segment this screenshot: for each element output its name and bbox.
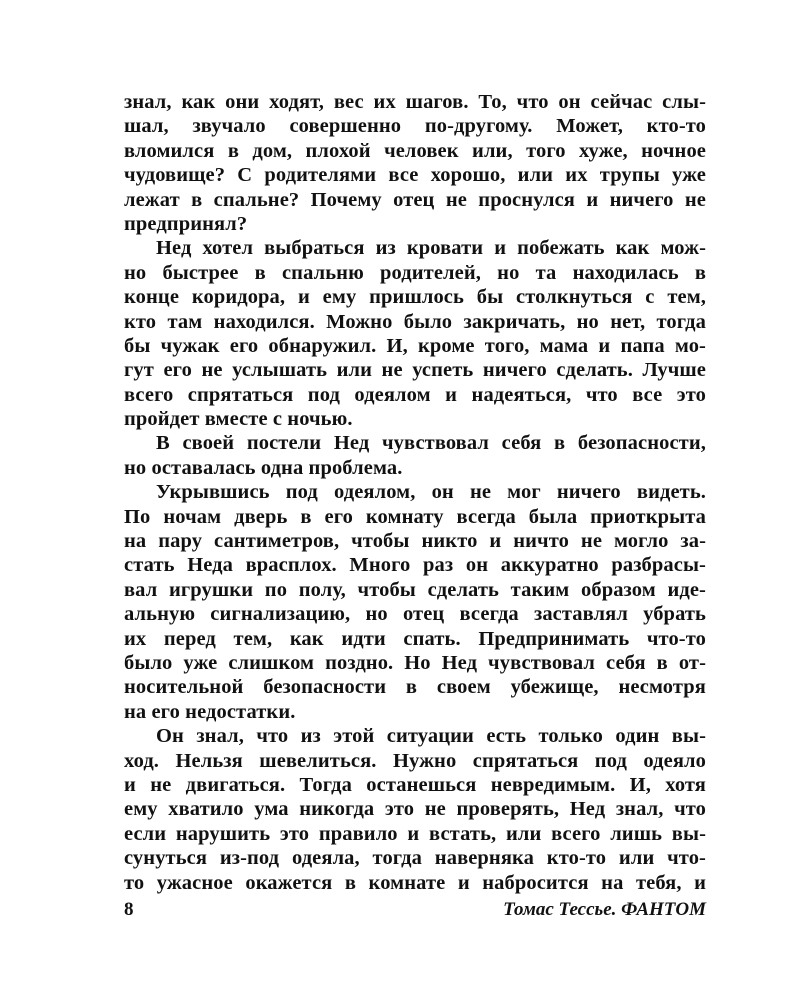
text-line: но быстрее в спальню родителей, но та находилась в [124, 261, 706, 284]
text-line: вал игрушки по полу, чтобы сделать таким образом иде- [124, 578, 706, 601]
text-line: ход. Нельзя шевелиться. Нужно спрятаться под одеяло [124, 749, 706, 772]
text-line: В своей постели Нед чувствовал себя в безопасности, [156, 432, 706, 455]
text-line: их перед тем, как идти спать. Предпринимать что-то [124, 627, 706, 650]
text-line: сунуться из-под одеяла, тогда наверняка кто-то или что- [124, 847, 706, 870]
text-line: и не двигаться. Тогда останешься невредимым. И, хотя [124, 773, 706, 796]
text-line: чудовище? С родителями все хорошо, или их трупы уже [124, 164, 706, 187]
text-line: на пару сантиметров, чтобы никто и ничто не могло за- [124, 530, 706, 553]
text-line: носительной безопасности в своем убежище, несмотря [124, 676, 706, 699]
text-line: Укрывшись под одеялом, он не мог ничего видеть. [156, 481, 706, 504]
text-line: было уже слишком поздно. Но Нед чувствовал себя в от- [124, 651, 706, 674]
text-line: Он знал, что из этой ситуации есть только один вы- [156, 725, 706, 748]
text-line: вломился в дом, плохой человек или, того хуже, ночное [124, 139, 706, 162]
running-title: Томас Тессье. ФАНТОМ [503, 899, 706, 920]
text-line: гут его не услышать или не успеть ничего сделать. Лучше [124, 359, 706, 382]
body-text [124, 90, 706, 895]
text-line: лежат в спальне? Почему отец не проснулся и ничего не [124, 188, 706, 211]
text-line: если нарушить это правило и встать, или всего лишь вы- [124, 822, 706, 845]
text-line: альную сигнализацию, но отец всегда заставлял убрать [124, 603, 706, 626]
text-line: бы чужак его обнаружил. И, кроме того, мама и папа мо- [124, 334, 706, 357]
text-line: стать Неда врасплох. Много раз он аккуратно разбрасы- [124, 554, 706, 577]
text-line: кто там находился. Можно было закричать, но нет, тогда [124, 310, 706, 333]
text-line: Нед хотел выбраться из кровати и побежать как мож- [156, 237, 706, 260]
text-line: но оставалась одна проблема. [124, 456, 403, 479]
text-line: то ужасное окажется в комнате и набросится на тебя, и [124, 871, 706, 894]
text-line: ему хватило ума никогда это не проверять, Нед знал, что [124, 798, 706, 821]
page-footer [124, 899, 706, 923]
text-line: знал, как они ходят, вес их шагов. То, что он сейчас слы- [124, 91, 706, 113]
text-line: на его недостатки. [124, 700, 296, 723]
text-line: шал, звучало совершенно по-другому. Может, кто-то [124, 115, 706, 138]
text-line: По ночам дверь в его комнату всегда была приоткрыта [124, 505, 706, 528]
text-line: предпринял? [124, 212, 248, 235]
text-line: всего спрятаться под одеялом и надеяться, что все это [124, 383, 706, 406]
page-number: 8 [124, 899, 134, 920]
text-line: конце коридора, и ему пришлось бы столкнуться с тем, [124, 286, 706, 309]
text-line: пройдет вместе с ночью. [124, 408, 353, 431]
